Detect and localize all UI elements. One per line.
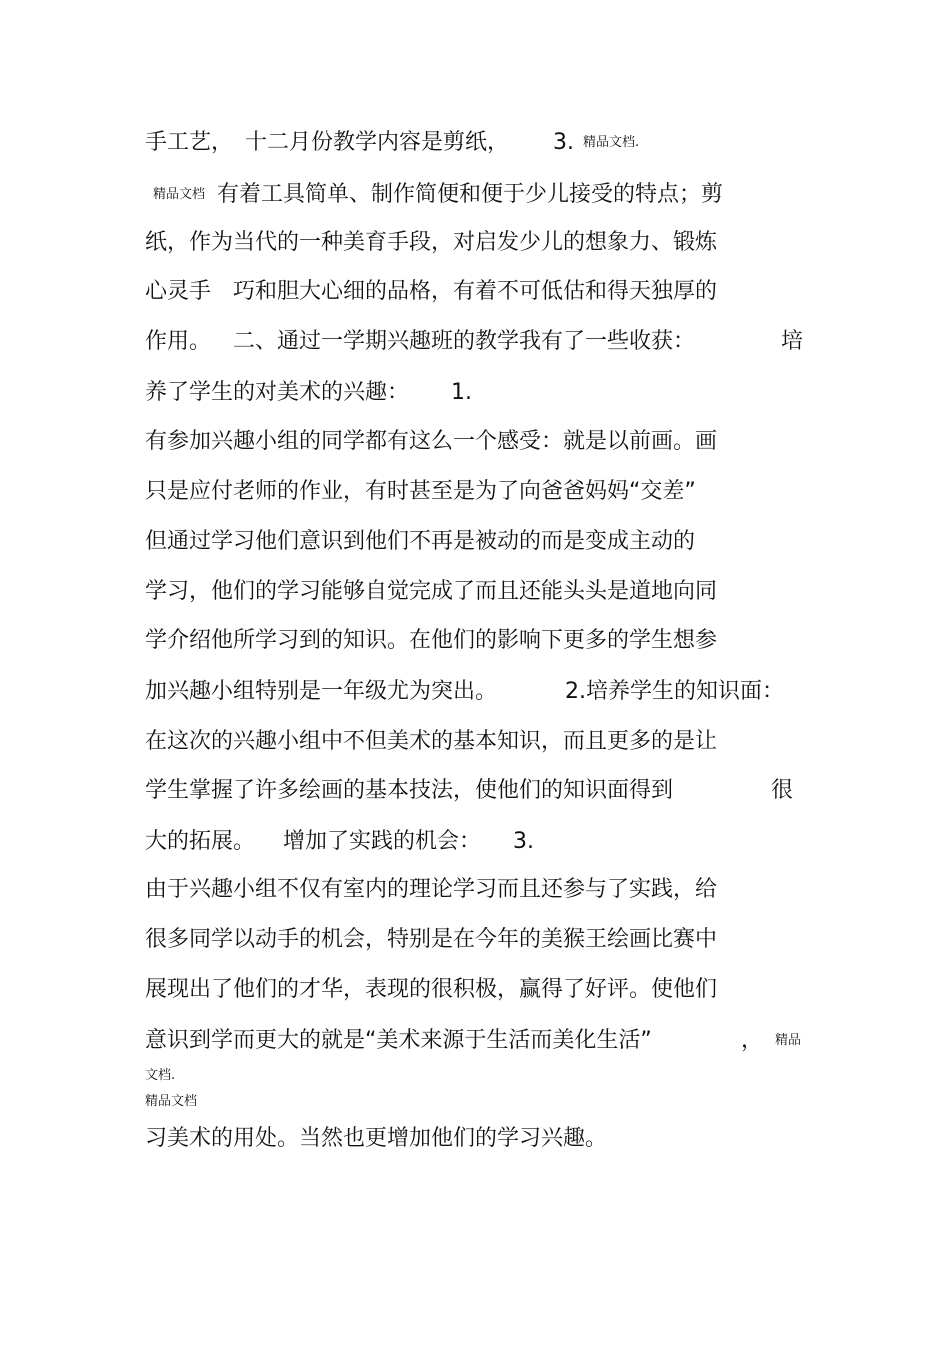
- text-segment: 展现出了他们的才华，表现的很积极，赢得了好评。使他们: [145, 977, 718, 1002]
- text-segment: 培: [781, 329, 804, 354]
- text-segment: 纸，作为当代的一种美育手段，对启发少儿的想象力、锻炼: [145, 230, 718, 255]
- text-segment: 3.: [513, 829, 534, 854]
- watermark-text: 文档.: [145, 1068, 176, 1083]
- text-segment: 手工艺，: [145, 130, 234, 155]
- text-segment: 在这次的兴趣小组中不但美术的基本知识，而且更多的是让: [145, 729, 718, 754]
- watermark-text: 精品文档.: [583, 135, 640, 150]
- text-segment: 学生掌握了许多绘画的基本技法，使他们的知识面得到: [145, 778, 674, 803]
- text-segment: 意识到学而更大的就是“美术来源于生活而美化生活”: [145, 1028, 652, 1053]
- watermark-line: [145, 1092, 197, 1112]
- text-segment: 心灵手: [145, 279, 212, 304]
- text-segment: 巧和胆大心细的品格，有着不可低估和得天独厚的: [233, 279, 718, 304]
- text-segment: 1.: [451, 380, 472, 405]
- text-segment: 3.: [553, 130, 574, 155]
- text-segment: 作用。: [145, 329, 212, 354]
- watermark-text: 精品: [775, 1033, 802, 1048]
- text-segment: 只是应付老师的作业，有时甚至是为了向爸爸妈妈“交差”: [145, 479, 696, 504]
- text-segment: 学介绍他所学习到的知识。在他们的影响下更多的学生想参: [145, 628, 718, 653]
- text-segment: 但通过学习他们意识到他们不再是被动的而是变成主动的: [145, 529, 696, 554]
- watermark-text: 精品文档: [145, 1094, 198, 1109]
- text-segment: 由于兴趣小组不仅有室内的理论学习而且还参与了实践，给: [145, 877, 718, 902]
- text-segment: 二、通过一学期兴趣班的教学我有了一些收获：: [233, 329, 696, 354]
- text-segment: 增加了实践的机会：: [283, 829, 482, 854]
- text-segment: 有着工具简单、制作简便和便于少儿接受的特点；剪: [217, 182, 724, 207]
- text-segment: 习美术的用处。当然也更增加他们的学习兴趣。: [145, 1126, 608, 1151]
- text-segment: 十二月份教学内容是剪纸，: [245, 130, 510, 155]
- text-segment: 2.培养学生的知识面：: [565, 679, 784, 704]
- watermark-text: 精品文档: [153, 187, 206, 202]
- text-segment: 学习，他们的学习能够自觉完成了而且还能头头是道地向同: [145, 579, 718, 604]
- text-segment: 加兴趣小组特别是一年级尤为突出。: [145, 679, 498, 704]
- text-segment: ，: [741, 1028, 764, 1053]
- text-segment: 大的拓展。: [145, 829, 256, 854]
- watermark-line: [145, 1066, 175, 1086]
- text-segment: 养了学生的对美术的兴趣：: [145, 380, 410, 405]
- text-segment: 有参加兴趣小组的同学都有这么一个感受：就是以前画。画: [145, 429, 718, 454]
- text-segment: 很: [771, 778, 794, 803]
- text-segment: 很多同学以动手的机会，特别是在今年的美猴王绘画比赛中: [145, 927, 718, 952]
